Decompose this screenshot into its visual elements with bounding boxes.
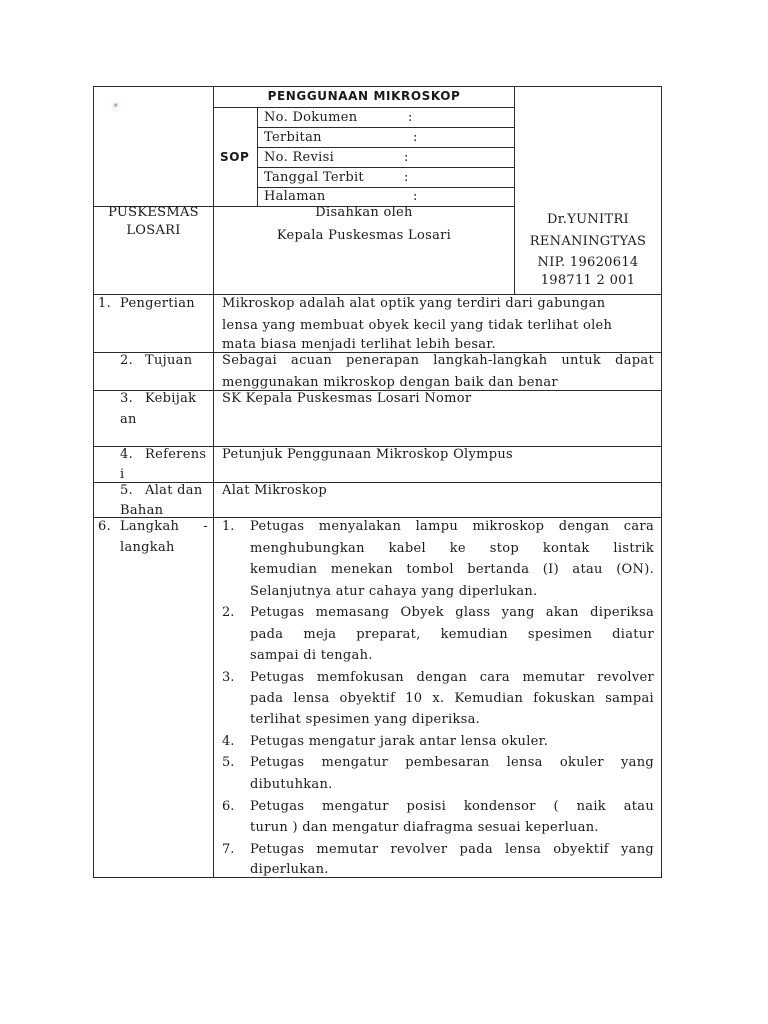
step-number: 4.	[222, 734, 235, 749]
step-line: menghubungkan kabel ke stop kontak listrik	[250, 541, 654, 556]
step-number: 7.	[222, 842, 235, 857]
doc-field-divider	[257, 127, 514, 128]
step-line: Selanjutnya atur cahaya yang diperlukan.	[250, 584, 538, 599]
step-line: terlihat spesimen yang diperiksa.	[250, 712, 481, 727]
section-content-line: lensa yang membuat obyek kecil yang tidak terlihat oleh	[222, 318, 613, 333]
doc-field-label: Halaman	[264, 189, 326, 204]
step-number: 2.	[222, 605, 235, 620]
section-label: Tujuan	[145, 353, 193, 368]
step-number: 3.	[222, 670, 235, 685]
doc-field-divider	[257, 187, 514, 188]
section-content-line: Sebagai acuan penerapan langkah-langkah untuk dapat	[222, 353, 654, 368]
doc-field-colon: :	[413, 189, 418, 204]
document-title: PENGGUNAAN MIKROSKOP	[267, 89, 461, 103]
section-content-line: Petunjuk Penggunaan Mikroskop Olympus	[222, 447, 514, 462]
step-line: Petugas memasang Obyek glass yang akan diperiksa	[250, 605, 654, 620]
col-divider-sop	[257, 107, 258, 206]
approved-by-label: Disahkan oleh	[315, 205, 413, 220]
section-number: 2.	[120, 353, 134, 368]
org-name-line2: LOSARI	[126, 223, 181, 238]
step-number: 1.	[222, 519, 235, 534]
step-number: 5.	[222, 755, 235, 770]
row-divider	[93, 517, 662, 518]
doc-field-colon: :	[408, 110, 413, 125]
step-line: Petugas memfokusan dengan cara memutar revolver	[250, 670, 654, 685]
section-number: 4.	[120, 447, 134, 462]
section-content-line: mata biasa menjadi terlihat lebih besar.	[222, 337, 496, 352]
section-label: Referens	[145, 447, 207, 462]
doc-field-colon: :	[413, 130, 418, 145]
logo-placeholder-dot: *	[113, 101, 119, 114]
step-line: Petugas mengatur posisi kondensor ( naik atau	[250, 799, 654, 814]
section-label: i	[120, 467, 125, 482]
step-line: kemudian menekan tombol bertanda (I) atau (ON).	[250, 562, 654, 577]
step-line: dibutuhkan.	[250, 777, 333, 792]
header-title-underline	[213, 107, 514, 108]
signer-nip-line1: NIP. 19620614	[537, 255, 639, 270]
section-label: Bahan	[120, 503, 164, 518]
section-content-line: Mikroskop adalah alat optik yang terdiri dari gabungan	[222, 296, 606, 311]
section-number: 5.	[120, 483, 134, 498]
section-content-line: menggunakan mikroskop dengan baik dan benar	[222, 375, 558, 390]
section-content-line: SK Kepala Puskesmas Losari Nomor	[222, 391, 472, 406]
section-label: Kebijak	[145, 391, 197, 406]
section-label: Pengertian	[120, 296, 195, 311]
section-number: 1.	[98, 296, 112, 311]
section-label: an	[120, 412, 137, 427]
doc-field-label: No. Revisi	[264, 150, 335, 165]
doc-field-label: No. Dokumen	[264, 110, 358, 125]
doc-field-colon: :	[404, 170, 409, 185]
doc-field-label: Terbitan	[264, 130, 322, 145]
step-line: pada lensa obyektif 10 x. Kemudian fokuskan sampai	[250, 691, 654, 706]
step-line: Petugas menyalakan lampu mikroskop dengan cara	[250, 519, 654, 534]
step-line: pada meja preparat, kemudian spesimen diatur	[250, 627, 654, 642]
row-divider	[93, 294, 662, 295]
section-label: Alat dan	[145, 483, 203, 498]
step-line: Petugas mengatur jarak antar lensa okuler.	[250, 734, 549, 749]
doc-field-colon: :	[404, 150, 409, 165]
section-number: 6.	[98, 519, 112, 534]
org-name-line1: PUSKESMAS	[108, 205, 199, 220]
step-number: 6.	[222, 799, 235, 814]
step-line: Petugas mengatur pembesaran lensa okuler yang	[250, 755, 654, 770]
table-border-bottom	[93, 877, 662, 878]
table-border-top	[93, 86, 662, 87]
doc-field-divider	[257, 147, 514, 148]
sop-label: SOP	[220, 150, 250, 164]
step-line: turun ) dan mengatur diafragma sesuai keperluan.	[250, 820, 599, 835]
doc-field-label: Tanggal Terbit	[264, 170, 364, 185]
doc-field-divider	[257, 167, 514, 168]
step-line: diperlukan.	[250, 862, 329, 877]
signer-nip-line2: 198711 2 001	[540, 273, 636, 288]
section-number: 3.	[120, 391, 134, 406]
section-label: langkah	[120, 540, 175, 555]
section-content-line: Alat Mikroskop	[222, 483, 327, 498]
approver-role: Kepala Puskesmas Losari	[276, 228, 452, 243]
step-line: sampai di tengah.	[250, 648, 373, 663]
signer-name-line2: RENANINGTYAS	[529, 234, 647, 249]
signer-name-line1: Dr.YUNITRI	[547, 212, 629, 227]
step-line: Petugas memutar revolver pada lensa obyektif yang	[250, 842, 654, 857]
section-label: Langkah -	[120, 519, 208, 534]
